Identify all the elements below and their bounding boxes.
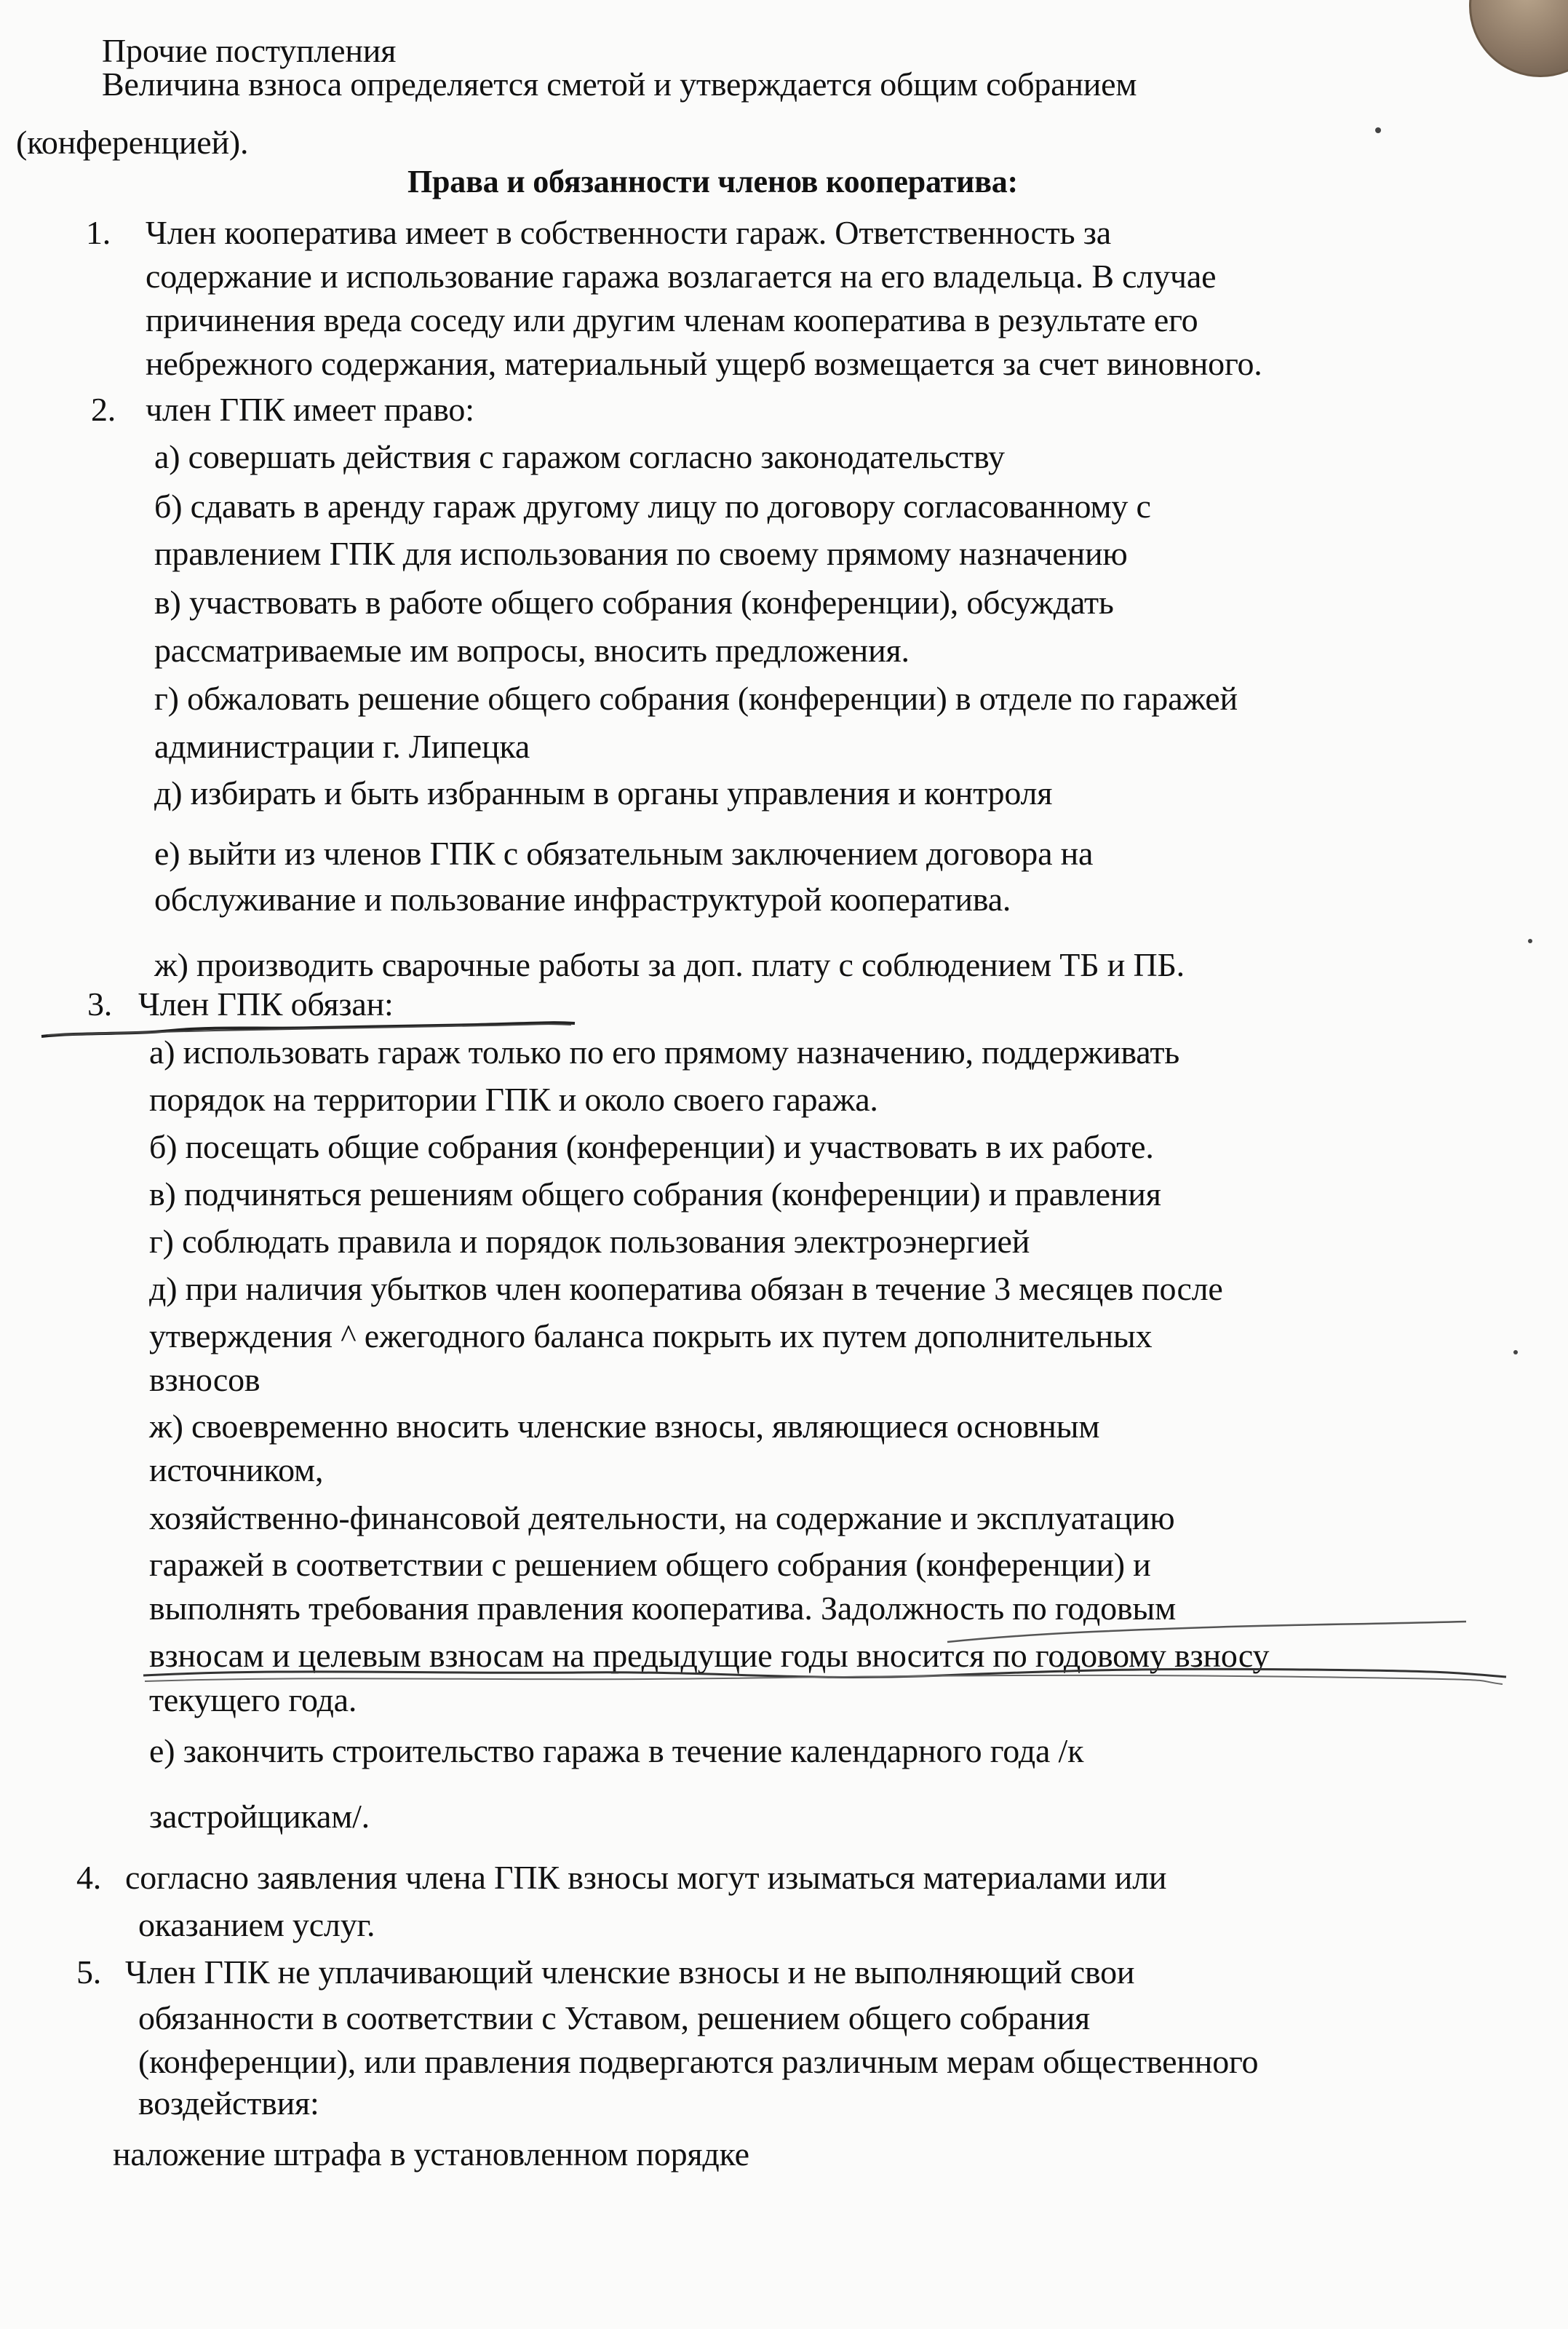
item3-line: г) соблюдать правила и порядок пользования электроэнергией (149, 1223, 1030, 1260)
intro-line: Величина взноса определяется сметой и утверждается общим собранием (102, 66, 1137, 103)
speck (1513, 1350, 1518, 1354)
item5-line: Член ГПК не уплачивающий членские взносы и не выполняющий свои (125, 1953, 1135, 1991)
item3-line: е) закончить строительство гаража в течение календарного года /к (149, 1732, 1084, 1769)
list-number: 4. (76, 1859, 102, 1896)
item2-line: г) обжаловать решение общего собрания (конференции) в отделе по гаражей (154, 680, 1238, 717)
item3-line: б) посещать общие собрания (конференции) и участвовать в их работе. (149, 1128, 1154, 1165)
item3-line: порядок на территории ГПК и около своего гаража. (149, 1081, 878, 1118)
item3-line: утверждения ^ ежегодного баланса покрыть их путем дополнительных (149, 1317, 1153, 1354)
intro-line: (конференцией). (16, 124, 249, 161)
item3-line: хозяйственно-финансовой деятельности, на содержание и эксплуатацию (149, 1499, 1175, 1536)
list-number: 2. (91, 391, 116, 428)
item3-line: текущего года. (149, 1681, 357, 1718)
section-title: Права и обязанности членов кооператива: (407, 164, 1019, 199)
item2-line: рассматриваемые им вопросы, вносить предложения. (154, 632, 910, 669)
item1-line: содержание и использование гаража возлагается на его владельца. В случае (146, 258, 1217, 295)
intro-line: Прочие поступления (102, 32, 397, 69)
coin-object (1469, 0, 1568, 77)
item3-line: в) подчиняться решениям общего собрания (конференции) и правления (149, 1175, 1161, 1213)
item2-line: правлением ГПК для использования по своему прямому назначению (154, 535, 1128, 572)
item2-line: б) сдавать в аренду гараж другому лицу по договору согласованному с (154, 488, 1151, 525)
item4-line: согласно заявления члена ГПК взносы могут изыматься материалами или (125, 1859, 1167, 1896)
list-number: 5. (76, 1953, 102, 1991)
item2-line: обслуживание и пользование инфраструктурой кооператива. (154, 881, 1011, 918)
item3-line: источником, (149, 1451, 324, 1488)
speck (1528, 939, 1532, 943)
closing-line: наложение штрафа в установленном порядке (113, 2135, 749, 2173)
item1-line: небрежного содержания, материальный ущерб возмещается за счет виновного. (146, 345, 1262, 382)
item4-line: оказанием услуг. (138, 1906, 375, 1943)
list-number: 1. (86, 214, 111, 251)
list-number: 3. (87, 985, 113, 1023)
item3-title: Член ГПК обязан: (138, 985, 394, 1023)
item3-line: а) использовать гараж только по его прямому назначению, поддерживать (149, 1033, 1180, 1071)
item2-line: а) совершать действия с гаражом согласно законодательству (154, 438, 1005, 475)
item5-line: (конференции), или правления подвергаются различным мерам общественного (138, 2043, 1259, 2080)
item2-line: д) избирать и быть избранным в органы управления и контроля (154, 774, 1053, 812)
item3-line: взносам и целевым взносам на предыдущие годы вносится по годовому взносу (149, 1637, 1270, 1674)
item3-line: ж) своевременно вносить членские взносы, являющиеся основным (149, 1408, 1100, 1445)
item5-line: воздействия: (138, 2084, 319, 2122)
item1-line: причинения вреда соседу или другим членам кооператива в результате его (146, 301, 1198, 338)
item3-line: гаражей в соответствии с решением общего собрания (конференции) и (149, 1546, 1151, 1583)
item2-line: ж) производить сварочные работы за доп. плату с соблюдением ТБ и ПБ. (154, 946, 1185, 983)
item3-line: д) при наличия убытков член кооператива обязан в течение 3 месяцев после (149, 1270, 1223, 1307)
item2-title: член ГПК имеет право: (146, 391, 474, 428)
speck (1375, 127, 1381, 133)
item1-line: Член кооператива имеет в собственности гараж. Ответственность за (146, 214, 1111, 251)
item3-line: выполнять требования правления кооператива. Задолжность по годовым (149, 1590, 1177, 1627)
item3-line: застройщикам/. (149, 1798, 370, 1835)
item2-line: администрации г. Липецка (154, 728, 530, 765)
item5-line: обязанности в соответствии с Уставом, решением общего собрания (138, 1999, 1090, 2036)
item3-line: взносов (149, 1361, 260, 1398)
item2-line: е) выйти из членов ГПК с обязательным заключением договора на (154, 835, 1094, 872)
item2-line: в) участвовать в работе общего собрания (конференции), обсуждать (154, 584, 1114, 621)
